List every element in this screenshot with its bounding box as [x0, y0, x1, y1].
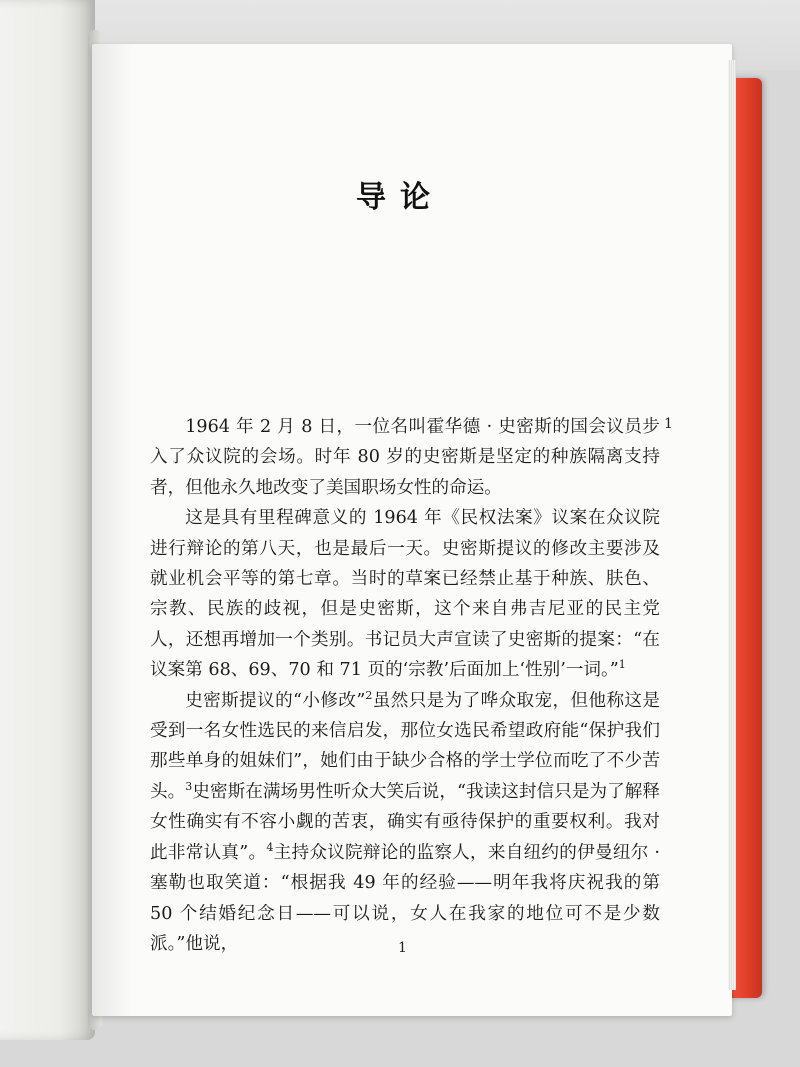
paragraph — [150, 686, 660, 960]
footnote-ref: 1 — [618, 658, 626, 672]
paragraph-text: 这是具有里程碑意义的 1964 年《民权法案》议案在众议院进行辩论的第八天，也是最后一天。史密斯提议的修改主要涉及就业机会平等的第七章。当时的草案已经禁止基于种族、肤色、宗教、民族的歧视，但是史密斯，这个来自弗吉尼亚的民主党人，还想再增加一个类别。书记员大声宣读了史密斯的提案：“在议案第 68、69、70 和 71 页的‘宗教’后面加上‘性别’一词。” — [150, 508, 660, 681]
margin-note-number: 1 — [664, 416, 673, 432]
left-page — [0, 0, 95, 1040]
footnote-ref: 4 — [266, 840, 274, 854]
paragraph-text: 1964 年 2 月 8 日，一位名叫霍华德 · 史密斯的国会议员步入了众议院的会场。时年 80 岁的史密斯是坚定的种族隔离支持者，但他永久地改变了美国职场女性的命运。 — [150, 417, 660, 498]
paragraph-text: 虽然只是为了哗众取宠，但他称这是受到一名女性选民的来信启发，那位女选民希望政府能“保护我们那些单身的姐妹们”，她们由于缺少合格的学士学位而吃了不少苦头。 — [150, 690, 660, 802]
page-number: 1 — [398, 940, 407, 956]
paragraph — [150, 503, 660, 685]
paragraph-text: 主持众议院辩论的监察人，来自纽约的伊曼纽尔 · 塞勒也取笑道：“根据我 49 年的经验——明年我将庆祝我的第 50 个结婚纪念日——可以说，女人在我家的地位可不是少数派。”他说， — [150, 842, 660, 954]
paragraph — [150, 412, 660, 503]
chapter-title: 导论 — [356, 180, 444, 215]
paragraph-text: 史密斯在满场男性听众大笑后说，“我读这封信只是为了解释女性确实有不容小觑的苦衷，确实有亟待保护的重要权利。我对此非常认真”。 — [150, 781, 660, 863]
paragraph-text: 史密斯提议的“小修改” — [185, 690, 366, 711]
footnote-ref: 3 — [185, 780, 193, 794]
footnote-ref: 2 — [365, 688, 373, 702]
body-text — [150, 412, 660, 959]
